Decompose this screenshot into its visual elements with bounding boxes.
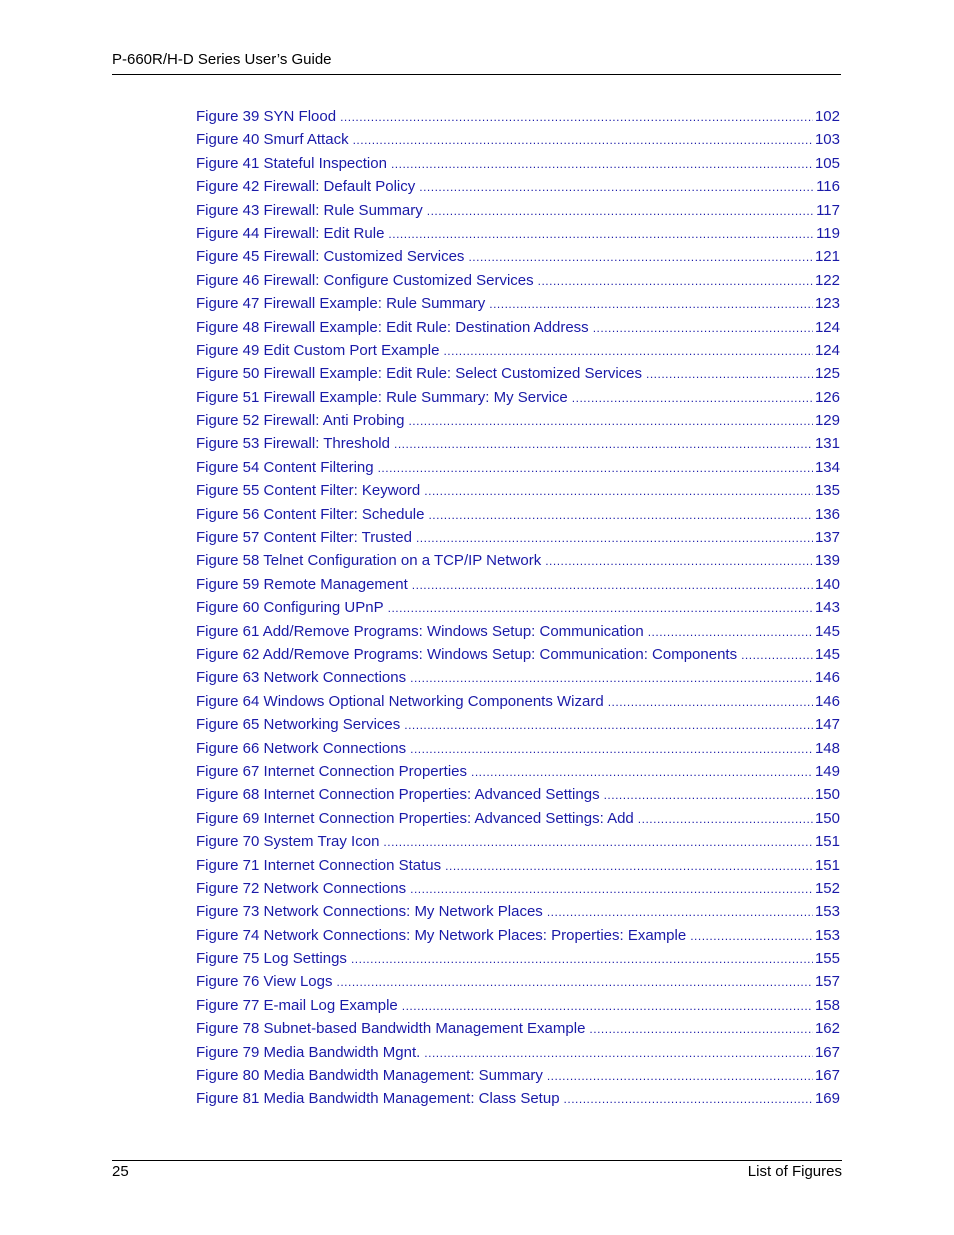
toc-entry-page[interactable]: 146 — [814, 692, 840, 710]
toc-entry-page[interactable]: 125 — [814, 365, 840, 383]
dot-leader — [402, 995, 813, 1018]
toc-entry-page[interactable]: 143 — [814, 599, 840, 617]
toc-entry[interactable] — [196, 666, 840, 689]
dot-leader — [608, 691, 813, 714]
toc-entry[interactable] — [196, 549, 840, 572]
dot-leader — [468, 246, 813, 269]
toc-entry-title[interactable]: Figure 72 Network Connections — [196, 879, 407, 897]
dot-leader — [741, 644, 813, 667]
toc-entry-page[interactable]: 136 — [814, 505, 840, 523]
dot-leader — [424, 480, 813, 503]
toc-entry-page[interactable]: 167 — [814, 1043, 840, 1061]
dot-leader — [424, 1042, 813, 1065]
toc-entry-page[interactable]: 126 — [814, 388, 840, 406]
dot-leader — [391, 153, 813, 176]
toc-entry-page[interactable]: 134 — [814, 458, 840, 476]
toc-entry[interactable] — [196, 175, 840, 198]
dot-leader — [378, 457, 813, 480]
toc-entry[interactable] — [196, 970, 840, 993]
dot-leader — [336, 971, 812, 994]
toc-entry-title[interactable]: Figure 79 Media Bandwidth Mgnt. — [196, 1043, 421, 1061]
dot-leader — [589, 1018, 813, 1041]
toc-entry[interactable] — [196, 199, 840, 222]
toc-entry-title[interactable]: Figure 62 Add/Remove Programs: Windows Setup: Communication: Components — [196, 645, 738, 663]
toc-entry-title[interactable]: Figure 73 Network Connections: My Network Places — [196, 903, 543, 921]
toc-entry[interactable] — [196, 339, 840, 362]
toc-entry[interactable] — [196, 573, 840, 596]
toc-entry[interactable] — [196, 947, 840, 970]
toc-entry-title[interactable]: Figure 68 Internet Connection Properties: Advanced Settings — [196, 786, 600, 804]
toc-entry-title[interactable]: Figure 61 Add/Remove Programs: Windows Setup: Communication — [196, 622, 644, 640]
dot-leader — [427, 200, 814, 223]
toc-entry-page[interactable]: 145 — [814, 645, 840, 663]
toc-entry-title[interactable]: Figure 76 View Logs — [196, 973, 333, 991]
toc-entry[interactable] — [196, 900, 840, 923]
toc-entry-page[interactable]: 149 — [814, 762, 840, 780]
dot-leader — [340, 106, 813, 129]
toc-entry-title[interactable]: Figure 56 Content Filter: Schedule — [196, 505, 425, 523]
dot-leader — [593, 317, 813, 340]
dot-leader — [690, 925, 813, 948]
toc-entry-page[interactable]: 131 — [814, 435, 840, 453]
toc-entry[interactable] — [196, 994, 840, 1017]
toc-entry-page[interactable]: 123 — [814, 295, 840, 313]
toc-entry-page[interactable]: 147 — [814, 716, 840, 734]
toc-entry-title[interactable]: Figure 64 Windows Optional Networking Components Wizard — [196, 692, 604, 710]
toc-entry-title[interactable]: Figure 78 Subnet-based Bandwidth Management Example — [196, 1020, 586, 1038]
toc-entry-page[interactable]: 139 — [814, 552, 840, 570]
toc-entry-page[interactable]: 158 — [814, 996, 840, 1014]
toc-entry-title[interactable]: Figure 43 Firewall: Rule Summary — [196, 201, 423, 219]
toc-entry[interactable] — [196, 1064, 840, 1087]
toc-entry-page[interactable]: 124 — [814, 318, 840, 336]
toc-entry[interactable] — [196, 924, 840, 947]
dot-leader — [604, 784, 813, 807]
page-header — [112, 50, 841, 75]
document-title: P-660R/H-D Series User’s Guide — [112, 51, 332, 68]
toc-entry-page[interactable]: 145 — [814, 622, 840, 640]
toc-entry-page[interactable]: 140 — [814, 575, 840, 593]
toc-entry-page[interactable]: 137 — [814, 529, 840, 547]
dot-leader — [572, 387, 813, 410]
toc-entry[interactable] — [196, 245, 840, 268]
toc-entry-page[interactable]: 153 — [814, 903, 840, 921]
dot-leader — [638, 808, 813, 831]
toc-entry-page[interactable]: 102 — [814, 108, 840, 125]
dot-leader — [471, 761, 813, 784]
toc-entry-title[interactable]: Figure 40 Smurf Attack — [196, 131, 349, 149]
toc-entry[interactable] — [196, 316, 840, 339]
toc-entry[interactable] — [196, 386, 840, 409]
toc-entry-title[interactable]: Figure 48 Firewall Example: Edit Rule: Destination Address — [196, 318, 589, 336]
dot-leader — [410, 738, 813, 761]
toc-entry-title[interactable]: Figure 54 Content Filtering — [196, 458, 374, 476]
dot-leader — [545, 550, 813, 573]
toc-entry-page[interactable]: 121 — [814, 248, 840, 266]
toc-entry[interactable] — [196, 222, 840, 245]
toc-entry-page[interactable]: 116 — [816, 178, 840, 196]
toc-entry[interactable] — [196, 128, 840, 151]
toc-entry-page[interactable]: 150 — [814, 809, 840, 827]
toc-entry-title[interactable]: Figure 67 Internet Connection Properties — [196, 762, 467, 780]
toc-entry[interactable] — [196, 1041, 840, 1064]
toc-entry-page[interactable]: 119 — [816, 224, 840, 242]
dot-leader — [412, 574, 813, 597]
dot-leader — [443, 340, 813, 363]
dot-leader — [648, 621, 813, 644]
toc-entry-title[interactable]: Figure 81 Media Bandwidth Management: Class Setup — [196, 1090, 560, 1108]
toc-entry-title[interactable]: Figure 60 Configuring UPnP — [196, 599, 384, 617]
toc-entry[interactable] — [196, 292, 840, 315]
toc-entry-page[interactable]: 155 — [814, 950, 840, 968]
toc-entry-page[interactable]: 135 — [814, 482, 840, 500]
dot-leader — [547, 901, 813, 924]
toc-entry[interactable] — [196, 269, 840, 292]
dot-leader — [419, 176, 814, 199]
toc-entry[interactable] — [196, 783, 840, 806]
section-name: List of Figures — [747, 1163, 842, 1180]
toc-entry-title[interactable]: Figure 51 Firewall Example: Rule Summary: My Service — [196, 388, 568, 406]
toc-entry-title[interactable]: Figure 71 Internet Connection Status — [196, 856, 442, 874]
toc-entry-title[interactable]: Figure 74 Network Connections: My Network Places: Properties: Example — [196, 926, 687, 944]
toc-entry[interactable] — [196, 105, 840, 128]
toc-entry-title[interactable]: Figure 39 SYN Flood — [196, 108, 337, 125]
dot-leader — [404, 714, 813, 737]
dot-leader — [489, 293, 813, 316]
toc-entry-page[interactable]: 148 — [814, 739, 840, 757]
toc-entry-title[interactable]: Figure 58 Telnet Configuration on a TCP/IP Network — [196, 552, 542, 570]
list-of-figures — [196, 105, 840, 1111]
toc-entry-page[interactable]: 146 — [814, 669, 840, 687]
dot-leader — [564, 1088, 813, 1111]
toc-entry-title[interactable]: Figure 75 Log Settings — [196, 950, 347, 968]
toc-entry-page[interactable]: 122 — [814, 271, 840, 289]
dot-leader — [383, 831, 813, 854]
toc-entry[interactable] — [196, 737, 840, 760]
dot-leader — [428, 504, 813, 527]
toc-entry-title[interactable]: Figure 80 Media Bandwidth Management: Summary — [196, 1067, 543, 1085]
dot-leader — [408, 410, 813, 433]
toc-entry-title[interactable]: Figure 46 Firewall: Configure Customized Services — [196, 271, 534, 289]
toc-entry-title[interactable]: Figure 55 Content Filter: Keyword — [196, 482, 421, 500]
dot-leader — [646, 363, 813, 386]
toc-entry[interactable] — [196, 526, 840, 549]
toc-entry-title[interactable]: Figure 59 Remote Management — [196, 575, 408, 593]
toc-entry[interactable] — [196, 479, 840, 502]
toc-entry-page[interactable]: 150 — [814, 786, 840, 804]
toc-entry-page[interactable]: 169 — [814, 1090, 840, 1108]
toc-entry[interactable] — [196, 877, 840, 900]
toc-entry-title[interactable]: Figure 63 Network Connections — [196, 669, 407, 687]
toc-entry-title[interactable]: Figure 49 Edit Custom Port Example — [196, 341, 440, 359]
dot-leader — [538, 270, 813, 293]
toc-entry[interactable] — [196, 503, 840, 526]
toc-entry[interactable] — [196, 152, 840, 175]
toc-entry-title[interactable]: Figure 42 Firewall: Default Policy — [196, 178, 416, 196]
dot-leader — [351, 948, 813, 971]
toc-entry-title[interactable]: Figure 69 Internet Connection Properties: Advanced Settings: Add — [196, 809, 634, 827]
toc-entry-page[interactable]: 129 — [814, 412, 840, 430]
toc-entry-page[interactable]: 167 — [814, 1067, 840, 1085]
page-number: 25 — [112, 1163, 129, 1180]
toc-entry-title[interactable]: Figure 50 Firewall Example: Edit Rule: Select Customized Services — [196, 365, 643, 383]
toc-entry[interactable] — [196, 760, 840, 783]
toc-entry-title[interactable]: Figure 52 Firewall: Anti Probing — [196, 412, 405, 430]
toc-entry-title[interactable]: Figure 57 Content Filter: Trusted — [196, 529, 412, 547]
toc-entry[interactable] — [196, 713, 840, 736]
dot-leader — [416, 527, 813, 550]
toc-entry[interactable] — [196, 456, 840, 479]
toc-entry-title[interactable]: Figure 47 Firewall Example: Rule Summary — [196, 295, 486, 313]
toc-entry-title[interactable]: Figure 70 System Tray Icon — [196, 833, 380, 851]
toc-entry[interactable] — [196, 1087, 840, 1110]
dot-leader — [445, 855, 813, 878]
toc-entry-title[interactable]: Figure 65 Networking Services — [196, 716, 401, 734]
dot-leader — [394, 433, 813, 456]
dot-leader — [388, 597, 813, 620]
toc-entry-title[interactable]: Figure 66 Network Connections — [196, 739, 407, 757]
toc-entry-page[interactable]: 117 — [816, 201, 840, 219]
toc-entry[interactable] — [196, 409, 840, 432]
toc-entry[interactable] — [196, 596, 840, 619]
dot-leader — [410, 667, 813, 690]
dot-leader — [410, 878, 813, 901]
dot-leader — [353, 129, 813, 152]
toc-entry-title[interactable]: Figure 45 Firewall: Customized Services — [196, 248, 465, 266]
toc-entry-title[interactable]: Figure 53 Firewall: Threshold — [196, 435, 390, 453]
toc-entry-page[interactable]: 124 — [814, 341, 840, 359]
toc-entry-page[interactable]: 152 — [814, 879, 840, 897]
toc-entry-page[interactable]: 151 — [814, 833, 840, 851]
toc-entry[interactable] — [196, 807, 840, 830]
toc-entry-page[interactable]: 162 — [814, 1020, 840, 1038]
toc-entry[interactable] — [196, 854, 840, 877]
toc-entry[interactable] — [196, 643, 840, 666]
dot-leader — [388, 223, 814, 246]
toc-entry-page[interactable]: 103 — [814, 131, 840, 149]
toc-entry-page[interactable]: 153 — [814, 926, 840, 944]
toc-entry[interactable] — [196, 690, 840, 713]
toc-entry[interactable] — [196, 362, 840, 385]
toc-entry-page[interactable]: 151 — [814, 856, 840, 874]
toc-entry-title[interactable]: Figure 44 Firewall: Edit Rule — [196, 224, 385, 242]
toc-entry-title[interactable]: Figure 77 E-mail Log Example — [196, 996, 398, 1014]
dot-leader — [547, 1065, 813, 1088]
toc-entry-title[interactable]: Figure 41 Stateful Inspection — [196, 154, 387, 172]
toc-entry-page[interactable]: 105 — [814, 154, 840, 172]
toc-entry[interactable] — [196, 830, 840, 853]
page-footer — [112, 1160, 842, 1180]
toc-entry[interactable] — [196, 1017, 840, 1040]
toc-entry[interactable] — [196, 432, 840, 455]
toc-entry-page[interactable]: 157 — [814, 973, 840, 991]
toc-entry[interactable] — [196, 620, 840, 643]
